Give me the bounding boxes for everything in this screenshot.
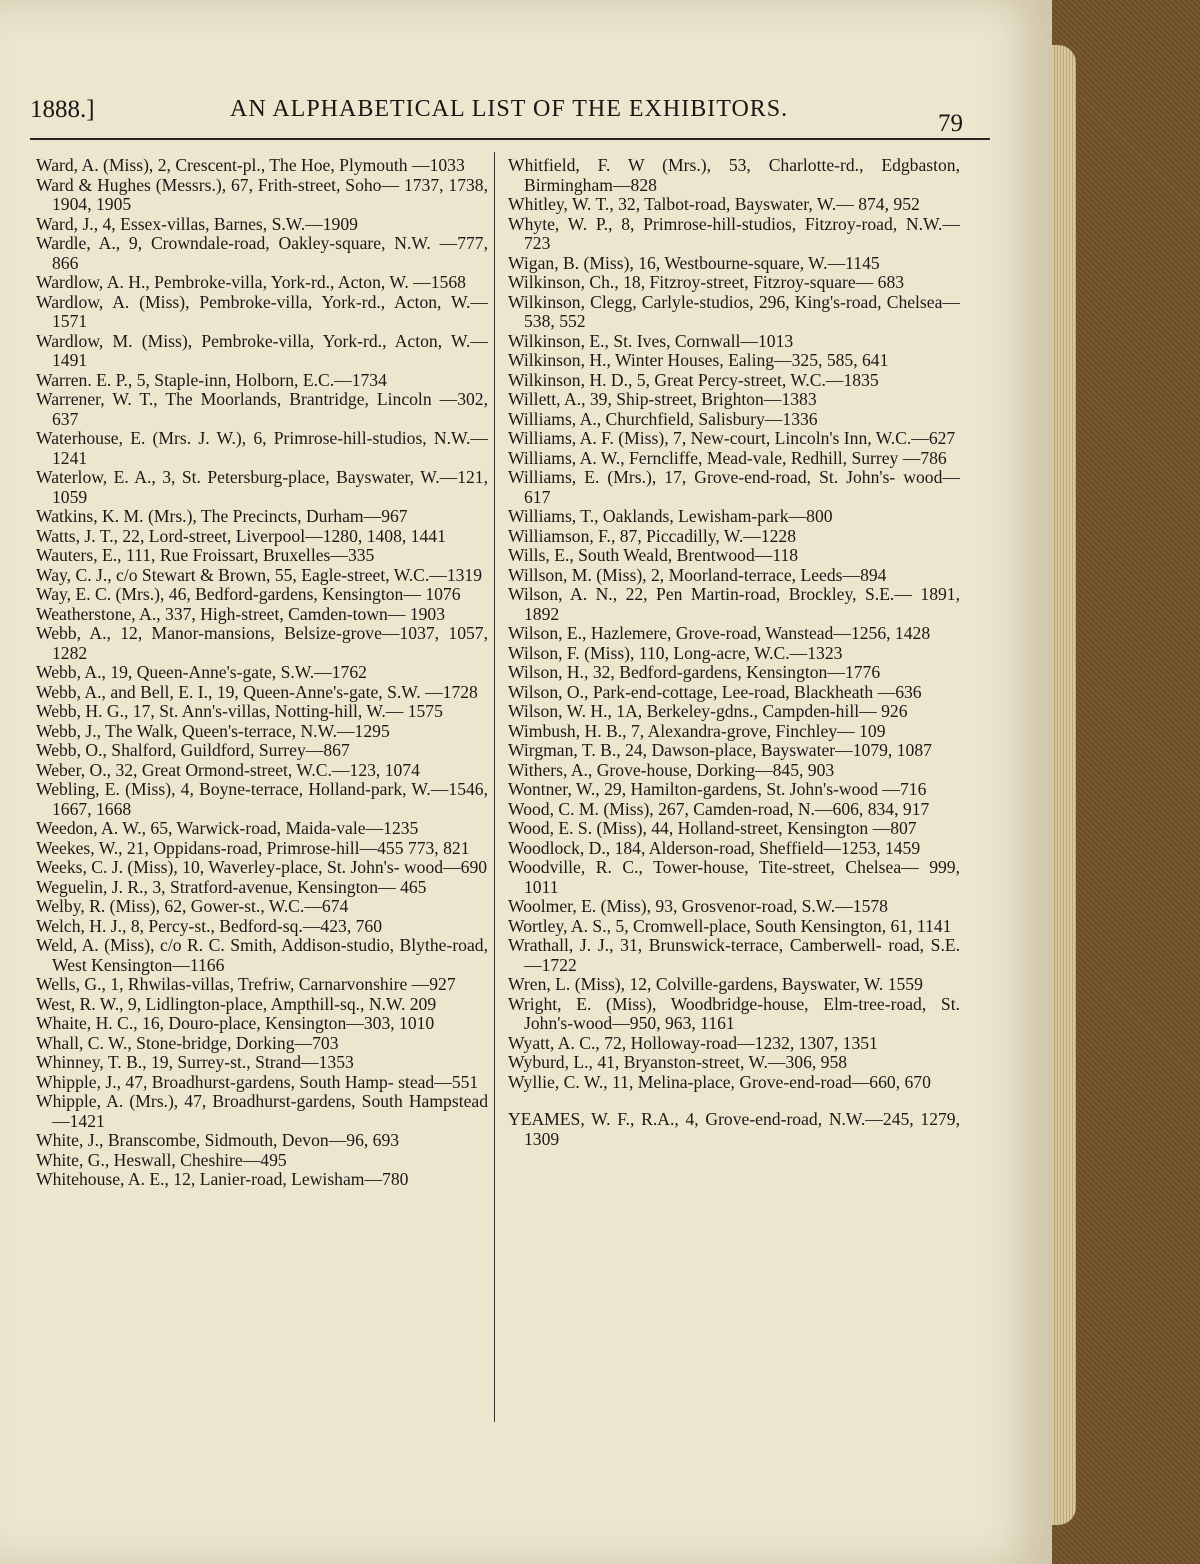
exhibitor-entry: Wilkinson, E., St. Ives, Cornwall—1013 — [508, 330, 794, 351]
exhibitor-entry: Warren. E. P., 5, Staple-inn, Holborn, E.C.—1734 — [36, 369, 387, 390]
exhibitor-entry: Williams, A., Churchfield, Salisbury—1336 — [508, 408, 818, 429]
exhibitor-entry: White, J., Branscombe, Sidmouth, Devon—96, 693 — [36, 1130, 400, 1150]
left-column — [36, 156, 488, 1190]
exhibitor-entry: Ward & Hughes (Messrs.), 67, Frith-street, Soho— 1737, 1738, 1904, 1905 — [36, 174, 488, 214]
right-column — [508, 156, 960, 1149]
exhibitor-entry: Webb, A., 12, Manor-mansions, Belsize-grove—1037, 1057, 1282 — [36, 623, 488, 663]
exhibitor-entry: Wilkinson, H. D., 5, Great Percy-street, W.C.—1835 — [508, 369, 879, 390]
exhibitor-entry: Wirgman, T. B., 24, Dawson-place, Bayswater—1079, 1087 — [508, 740, 932, 760]
exhibitor-entry: Webling, E. (Miss), 4, Boyne-terrace, Holland-park, W.—1546, 1667, 1668 — [36, 779, 488, 819]
exhibitor-entry: Wauters, E., 111, Rue Froissart, Bruxelles—335 — [36, 545, 375, 565]
exhibitor-entry: Weeks, C. J. (Miss), 10, Waverley-place, St. John's- wood—690 — [36, 857, 488, 877]
exhibitor-entry: Wood, E. S. (Miss), 44, Holland-street, Kensington —807 — [508, 818, 917, 838]
right-column-list — [508, 156, 960, 1092]
exhibitor-entry: Wontner, W., 29, Hamilton-gardens, St. John's-wood —716 — [508, 779, 927, 799]
exhibitor-entry: Webb, A., and Bell, E. I., 19, Queen-Anne's-gate, S.W. —1728 — [36, 681, 478, 702]
exhibitor-entry: Warrener, W. T., The Moorlands, Brantridge, Lincoln —302, 637 — [36, 389, 488, 429]
exhibitor-entry: Weber, O., 32, Great Ormond-street, W.C.—123, 1074 — [36, 759, 420, 780]
exhibitor-entry: Wren, L. (Miss), 12, Colville-gardens, Bayswater, W. 1559 — [508, 974, 923, 994]
exhibitor-entry: Wilkinson, H., Winter Houses, Ealing—325, 585, 641 — [508, 350, 889, 370]
exhibitor-entry: West, R. W., 9, Lidlington-place, Ampthill-sq., N.W. 209 — [36, 993, 437, 1014]
exhibitor-entry: Williams, E. (Mrs.), 17, Grove-end-road, St. John's- wood—617 — [508, 467, 960, 507]
exhibitor-entry: Wilson, E., Hazlemere, Grove-road, Wanstead—1256, 1428 — [508, 623, 931, 643]
exhibitor-entry: Way, C. J., c/o Stewart & Brown, 55, Eagle-street, W.C.—1319 — [36, 564, 483, 585]
exhibitor-entry: Webb, H. G., 17, St. Ann's-villas, Notting-hill, W.— 1575 — [36, 701, 443, 721]
exhibitor-entry: White, G., Heswall, Cheshire—495 — [36, 1149, 287, 1170]
exhibitor-entry: Webb, J., The Walk, Queen's-terrace, N.W.—1295 — [36, 720, 390, 741]
exhibitor-entry: Whipple, A. (Mrs.), 47, Broadhurst-gardens, South Hampstead—1421 — [36, 1091, 488, 1131]
header-rule — [30, 138, 990, 140]
exhibitor-entry: Wardlow, M. (Miss), Pembroke-villa, York-rd., Acton, W.—1491 — [36, 330, 488, 370]
exhibitor-entry: Wilson, O., Park-end-cottage, Lee-road, Blackheath —636 — [508, 681, 922, 702]
exhibitor-entry: Wrathall, J. J., 31, Brunswick-terrace, Camberwell- road, S.E.—1722 — [508, 935, 960, 975]
exhibitor-entry: Wilson, W. H., 1A, Berkeley-gdns., Campden-hill— 926 — [508, 701, 908, 721]
exhibitor-entry: Williamson, F., 87, Piccadilly, W.—1228 — [508, 525, 797, 546]
exhibitor-entry: Waterlow, E. A., 3, St. Petersburg-place, Bayswater, W.—121, 1059 — [36, 467, 488, 507]
exhibitor-entry: Woolmer, E. (Miss), 93, Grosvenor-road, S.W.—1578 — [508, 896, 888, 916]
exhibitor-entry: Whyte, W. P., 8, Primrose-hill-studios, Fitzroy-road, N.W.—723 — [508, 213, 960, 253]
exhibitor-entry: Webb, A., 19, Queen-Anne's-gate, S.W.—1762 — [36, 662, 367, 682]
exhibitor-entry: Wyatt, A. C., 72, Holloway-road—1232, 1307, 1351 — [508, 1032, 878, 1053]
exhibitor-entry: Wortley, A. S., 5, Cromwell-place, South Kensington, 61, 1141 — [508, 915, 952, 936]
exhibitor-entry: Whipple, J., 47, Broadhurst-gardens, South Hamp- stead—551 — [36, 1071, 479, 1092]
exhibitor-entry: Wardlow, A. H., Pembroke-villa, York-rd., Acton, W. —1568 — [36, 272, 466, 292]
exhibitor-entry: Whaite, H. C., 16, Douro-place, Kensington—303, 1010 — [36, 1013, 435, 1033]
exhibitor-entry: Weatherstone, A., 337, High-street, Camden-town— 1903 — [36, 603, 446, 624]
exhibitor-entry: Ward, J., 4, Essex-villas, Barnes, S.W.—1909 — [36, 213, 358, 234]
exhibitor-entry: Welch, H. J., 8, Percy-st., Bedford-sq.—423, 760 — [36, 915, 383, 936]
header-year: 1888.] — [30, 96, 95, 123]
exhibitor-entry: Watts, J. T., 22, Lord-street, Liverpool—1280, 1408, 1441 — [36, 525, 446, 546]
exhibitor-entry: Weguelin, J. R., 3, Stratford-avenue, Kensington— 465 — [36, 876, 427, 897]
exhibitor-entry: Wimbush, H. B., 7, Alexandra-grove, Finchley— 109 — [508, 720, 886, 741]
page-header — [30, 96, 1020, 136]
exhibitor-entry: Waterhouse, E. (Mrs. J. W.), 6, Primrose-hill-studios, N.W.—1241 — [36, 428, 488, 468]
final-entry: YEAMES, W. F., R.A., 4, Grove-end-road, N.W.—245, 1279, 1309 — [508, 1109, 960, 1149]
exhibitor-entry: Whitley, W. T., 32, Talbot-road, Bayswater, W.— 874, 952 — [508, 194, 920, 214]
exhibitor-entry: Watkins, K. M. (Mrs.), The Precincts, Durham—967 — [36, 506, 408, 526]
exhibitor-entry: Wood, C. M. (Miss), 267, Camden-road, N.—606, 834, 917 — [508, 798, 930, 819]
exhibitor-entry: Woodlock, D., 184, Alderson-road, Sheffield—1253, 1459 — [508, 837, 921, 858]
exhibitor-entry: Whitfield, F. W (Mrs.), 53, Charlotte-rd., Edgbaston, Birmingham—828 — [508, 155, 960, 195]
column-divider — [494, 152, 495, 1422]
exhibitor-entry: Williams, T., Oaklands, Lewisham-park—800 — [508, 506, 833, 526]
exhibitor-entry: Welby, R. (Miss), 62, Gower-st., W.C.—674 — [36, 896, 349, 916]
exhibitor-entry: Wilkinson, Clegg, Carlyle-studios, 296, King's-road, Chelsea—538, 552 — [508, 291, 960, 331]
exhibitor-entry: Wright, E. (Miss), Woodbridge-house, Elm-tree-road, St. John's-wood—950, 963, 1161 — [508, 993, 960, 1033]
exhibitor-entry: Wells, G., 1, Rhwilas-villas, Trefriw, Carnarvonshire —927 — [36, 974, 456, 994]
exhibitor-entry: Williams, A. W., Ferncliffe, Mead-vale, Redhill, Surrey —786 — [508, 447, 947, 468]
exhibitor-entry: Wilson, H., 32, Bedford-gardens, Kensington—1776 — [508, 662, 881, 682]
exhibitor-entry: Wigan, B. (Miss), 16, Westbourne-square, W.—1145 — [508, 252, 880, 273]
exhibitor-entry: Wilson, A. N., 22, Pen Martin-road, Brockley, S.E.— 1891, 1892 — [508, 584, 960, 624]
exhibitor-entry: Wardlow, A. (Miss), Pembroke-villa, York-rd., Acton, W.—1571 — [36, 291, 488, 331]
exhibitor-entry: Willson, M. (Miss), 2, Moorland-terrace, Leeds—894 — [508, 564, 887, 585]
exhibitor-entry: Wilson, F. (Miss), 110, Long-acre, W.C.—1323 — [508, 642, 843, 663]
exhibitor-entry: Way, E. C. (Mrs.), 46, Bedford-gardens, Kensington— 1076 — [36, 584, 461, 604]
exhibitor-entry: Webb, O., Shalford, Guildford, Surrey—867 — [36, 740, 350, 760]
exhibitor-entry: Whinney, T. B., 19, Surrey-st., Strand—1353 — [36, 1052, 354, 1072]
exhibitor-entry: Weedon, A. W., 65, Warwick-road, Maida-vale—1235 — [36, 818, 419, 838]
exhibitor-entry: Woodville, R. C., Tower-house, Tite-street, Chelsea— 999, 1011 — [508, 857, 960, 897]
exhibitor-entry: Weekes, W., 21, Oppidans-road, Primrose-hill—455 773, 821 — [36, 837, 470, 858]
exhibitor-entry: Withers, A., Grove-house, Dorking—845, 903 — [508, 759, 835, 780]
exhibitor-entry: Wardle, A., 9, Crowndale-road, Oakley-square, N.W. —777, 866 — [36, 233, 488, 273]
exhibitor-entry: Whitehouse, A. E., 12, Lanier-road, Lewisham—780 — [36, 1169, 409, 1189]
page-number: 79 — [938, 110, 963, 137]
exhibitor-entry: Wills, E., South Weald, Brentwood—118 — [508, 545, 799, 565]
exhibitor-entry: Whall, C. W., Stone-bridge, Dorking—703 — [36, 1032, 339, 1053]
header-title: AN ALPHABETICAL LIST OF THE EXHIBITORS. — [230, 96, 789, 122]
exhibitor-entry: Willett, A., 39, Ship-street, Brighton—1383 — [508, 389, 817, 409]
exhibitor-entry: Wyburd, L., 41, Bryanston-street, W.—306, 958 — [508, 1052, 848, 1072]
exhibitor-entry: Wilkinson, Ch., 18, Fitzroy-street, Fitzroy-square— 683 — [508, 272, 905, 292]
exhibitor-entry: Wyllie, C. W., 11, Melina-place, Grove-end-road—660, 670 — [508, 1071, 931, 1092]
exhibitor-entry: Williams, A. F. (Miss), 7, New-court, Lincoln's Inn, W.C.—627 — [508, 428, 956, 448]
exhibitor-entry: Weld, A. (Miss), c/o R. C. Smith, Addison-studio, Blythe-road, West Kensington—1166 — [36, 935, 488, 975]
exhibitor-entry: Ward, A. (Miss), 2, Crescent-pl., The Hoe, Plymouth —1033 — [36, 155, 465, 175]
